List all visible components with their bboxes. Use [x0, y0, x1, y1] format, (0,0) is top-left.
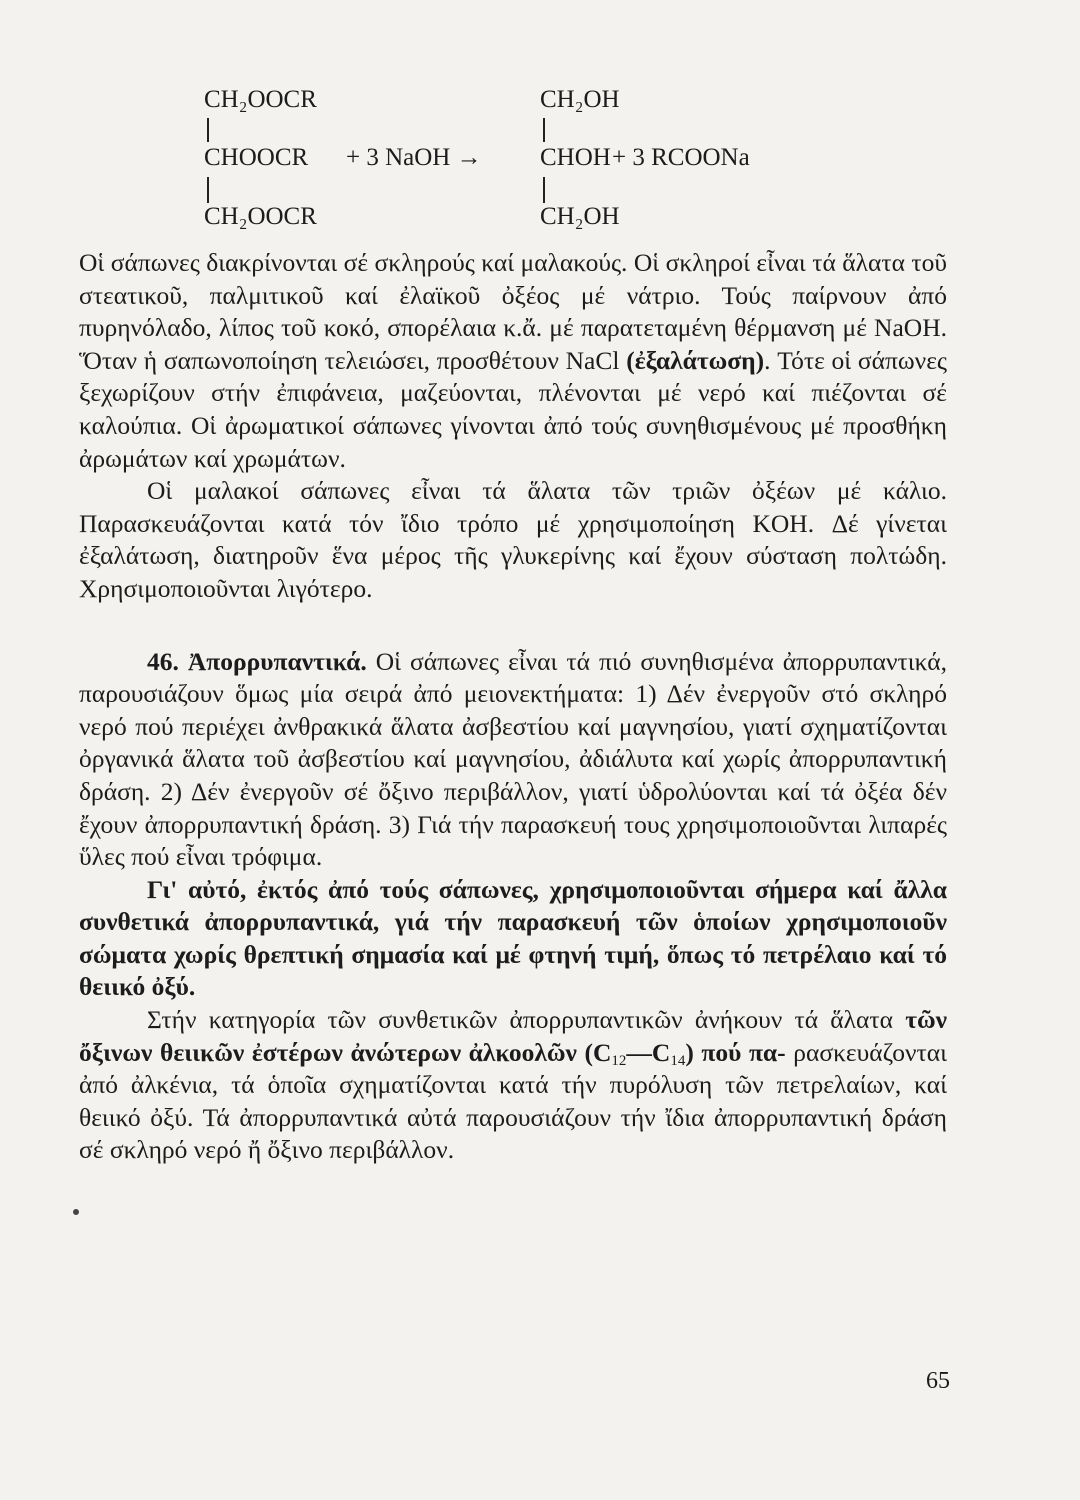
- formula-left-top: CH₂OOCR: [204, 86, 317, 113]
- paragraph-soft-soaps: Οἱ μαλακοί σάπωνες εἶναι τά ἅλατα τῶν τριῶν ὀξέων μέ κάλιο. Παρασκευάζονται κατά τόν ἴδιο τρόπο μέ χρησιμοποίηση KOH. Δέ γίνεται ἐξαλάτωση, διατηροῦν ἕνα μέρος τῆς γλυκερίνης καί ἔχουν σύσταση πολτώδη. Χρησιμοποιοῦνται λιγότερο.: [79, 476, 947, 603]
- bold-term: (ἐξαλάτωση): [626, 345, 765, 375]
- body-text: [79, 247, 947, 1167]
- bond-line: [543, 177, 545, 203]
- formula-right-middle: CHOH: [540, 144, 611, 171]
- formula-products-rest: + 3 RCOONa: [612, 144, 750, 171]
- formula-right-bottom: CH₂OH: [540, 203, 620, 230]
- formula-left-bottom: CH₂OOCR: [204, 203, 317, 230]
- paragraph-synthetic-detergents: Γι' αὐτό, ἐκτός ἀπό τούς σάπωνες, χρησιμοποιοῦνται σήμερα καί ἄλλα συνθετικά ἀπορρυπαντικά, γιά τήν παρασκευή τῶν ὁποίων χρησιμοποιοῦν σώματα χωρίς θρεπτική σημασία καί μέ φτηνή τιμή, ὅπως τό πετρέλαιο καί τό θειικό ὀξύ.: [79, 874, 947, 1002]
- paragraph-detergents: 46. Ἀπορρυπαντικά. Οἱ σάπωνες εἶναι τά πιό συνηθισμένα ἀπορρυπαντικά, παρουσιάζουν ὅμως μία σειρά ἀπό μειονεκτήματα: 1) Δέν ἐνεργοῦν στό σκληρό νερό πού περιέχει ἀνθρακικά ἅλατα ἀσβεστίου καί μαγνησίου, γιατί σχηματίζονται ὀργανικά ἅλατα τοῦ ἀσβεστίου καί μαγνησίου, ἀδιάλυτα καί χωρίς ἀπορρυπαντική δράση. 2) Δέν ἐνεργοῦν σέ ὄξινο περιβάλλον, γιατί ὑδρολύονται καί τά ὀξέα δέν ἔχουν ἀπορρυπαντική δράση. 3) Γιά τήν παρασκευή τους χρησιμοποιοῦνται λιπαρές ὕλες πού εἶναι τρόφιμα.: [79, 646, 947, 872]
- paragraph-sulfate-esters: Στήν κατηγορία τῶν συνθετικῶν ἀπορρυπαντικῶν ἀνήκουν τά ἅλατα τῶν ὄξινων θειικῶν ἐστέρων ἀνώτερων ἀλκοολῶν $(C_{12}—C_{14})$ πού πα- ρασκευάζονται ἀπό ἀλκένια, τά ὁποῖα σχηματίζονται κατά τήν πυρόλυση τῶν πετρελαίων, καί θειικό ὀξύ. Τά ἀπορρυπαντικά αὐτά παρουσιάζουν τήν ἴδια ἀπορρυπαντική δράση σέ σκληρό νερό ἤ ὄξινο περιβάλλον.: [79, 1005, 947, 1165]
- bond-line: [207, 177, 209, 203]
- margin-mark: [73, 1209, 79, 1215]
- bond-line: [543, 118, 545, 142]
- bond-line: [207, 118, 209, 142]
- section-heading: 46. Ἀπορρυπαντικά.: [147, 646, 367, 676]
- paragraph-hard-soaps: Οἱ σάπωνες διακρίνονται σέ σκληρούς καί μαλακούς. Οἱ σκληροί εἶναι τά ἅλατα τοῦ στεατικοῦ, παλμιτικοῦ καί ἐλαϊκοῦ ὀξέος μέ νάτριο. Τούς παίρνουν ἀπό πυρηνόλαδο, λίπος τοῦ κοκό, σπορέλαια κ.ἄ. μέ παρατεταμένη θέρμανση μέ NaOH. Ὅταν ἡ σαπωνοποίηση τελειώσει, προσθέτουν NaCl (ἐξαλάτωση). Τότε οἱ σάπωνες ξεχωρίζουν στήν ἐπιφάνεια, μαζεύονται, πλένονται μέ νερό καί πιέζονται σέ καλούπια. Οἱ ἀρωματικοί σάπωνες γίνονται ἀπό τούς συνηθισμένους μέ προσθήκη ἀρωμάτων καί χρωμάτων.: [79, 248, 947, 473]
- formula-left-middle: CHOOCR: [204, 144, 309, 171]
- page-number: 65: [926, 1368, 950, 1394]
- formula-right-top: CH₂OH: [540, 86, 620, 113]
- formula-reagents: + 3 NaOH →: [346, 144, 482, 171]
- saponification-reaction: [0, 0, 1080, 245]
